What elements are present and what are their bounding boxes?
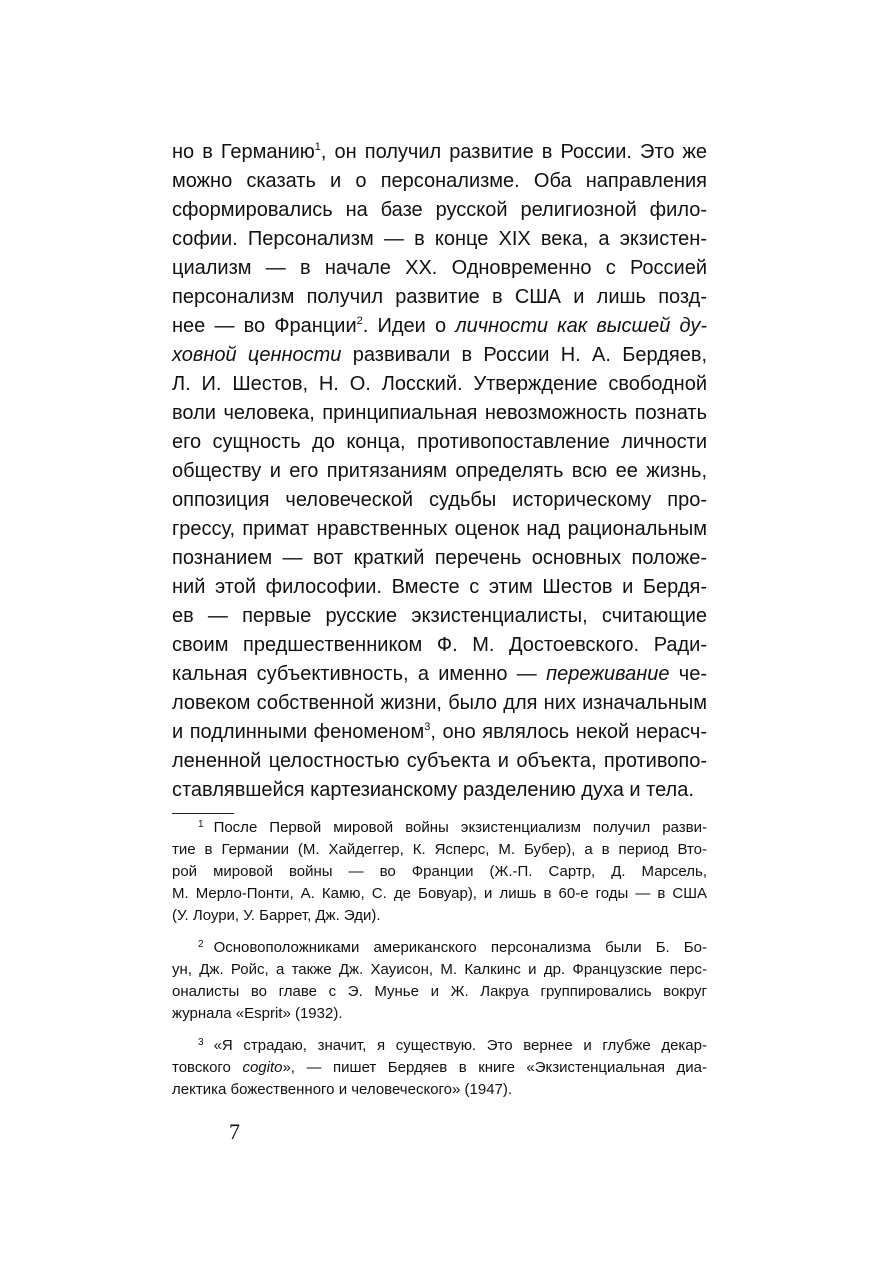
footnote-line: М. Мерло-Понти, А. Камю, С. де Бовуар), и лишь в 60-е годы — в США: [172, 885, 707, 902]
text-run: развивали в России Н. А. Бердяев,: [341, 344, 708, 366]
text-line: [172, 312, 707, 341]
text-line: ний этой философии. Вместе с этим Шестов и Бердя-: [172, 576, 707, 598]
footnote-mark: 1: [198, 819, 204, 830]
footnote-line: (У. Лоури, У. Баррет, Дж. Эди).: [172, 907, 381, 924]
text-line: [172, 138, 707, 167]
footnote-mark: 2: [198, 939, 204, 950]
text-run: кальная субъективность, а именно —: [172, 663, 547, 685]
italic-run: cogito: [242, 1059, 283, 1076]
text-line: оппозиция человеческой судьбы историческому про-: [172, 489, 707, 511]
footnote-line: ун, Дж. Ройс, а также Дж. Хауисон, М. Калкинс и др. Французские перс-: [172, 961, 707, 978]
text-run: и подлинными феноменом: [172, 721, 425, 743]
text-line: ставлявшейся картезианскому разделению духа и тела.: [172, 779, 694, 801]
footnote-2: [172, 937, 707, 1025]
footnote-mark: 3: [198, 1037, 204, 1048]
text-line: ловеком собственной жизни, было для них изначальным: [172, 692, 707, 714]
text-run: . Идеи о: [362, 315, 456, 337]
footnote-line: рой мировой войны — во Франции (Ж.-П. Сартр, Д. Марсель,: [172, 863, 707, 880]
text-line: обществу и его притязаниям определять всю ее жизнь,: [172, 460, 707, 482]
text-run: После Первой мировой войны экзистенциализм получил разви-: [213, 819, 707, 836]
text-line: [172, 718, 707, 747]
footnote-line: оналисты во главе с Э. Мунье и Ж. Лакруа группировались вокруг: [172, 983, 707, 1000]
italic-run: личности как высшей ду-: [455, 315, 708, 337]
page-number: 7: [229, 1119, 240, 1144]
text-run: , оно являлось некой нерасч-: [430, 721, 708, 743]
footnote-3: [172, 1035, 707, 1101]
footnote-line: [172, 817, 707, 839]
text-line: софии. Персонализм — в конце XIX века, а экзистен-: [172, 228, 707, 250]
text-run: », — пишет Бердяев в книге «Экзистенциальная диа-: [282, 1059, 707, 1076]
text-run: товского: [172, 1059, 243, 1076]
text-line: циализм — в начале XX. Одновременно с Россией: [172, 257, 707, 279]
text-run: но в Германию: [172, 141, 315, 163]
footnote-divider: [172, 813, 234, 814]
text-line: своим предшественником Ф. М. Достоевского. Ради-: [172, 634, 707, 656]
text-run: Основоположниками американского персонализма были Б. Бо-: [213, 939, 707, 956]
footnote-line: лектика божественного и человеческого» (1947).: [172, 1081, 513, 1098]
footnotes: [172, 817, 707, 1111]
text-run: , он получил развитие в России. Это же: [320, 141, 708, 163]
footnote-ref-3: 3: [424, 721, 431, 733]
text-line: грессу, примат нравственных оценок над рациональным: [172, 518, 707, 540]
footnote-ref-2: 2: [356, 315, 363, 327]
footnote-line: тие в Германии (М. Хайдеггер, К. Ясперс, М. Бубер), а в период Вто-: [172, 841, 707, 858]
text-run: че-: [669, 663, 707, 685]
text-run: «Я страдаю, значит, я существую. Это вернее и глубже декар-: [213, 1037, 707, 1054]
text-line: его сущность до конца, противопоставление личности: [172, 431, 707, 453]
text-line: воли человека, принципиальная невозможность познать: [172, 402, 707, 424]
text-line: Л. И. Шестов, Н. О. Лосский. Утверждение свободной: [172, 373, 707, 395]
text-run: нее — во Франции: [172, 315, 357, 337]
footnote-line: [172, 1057, 707, 1079]
text-line: можно сказать и о персонализме. Оба направления: [172, 170, 707, 192]
text-line: [172, 660, 707, 689]
text-line: лененной целостностью субъекта и объекта, противопо-: [172, 750, 707, 772]
text-line: [172, 341, 707, 370]
text-line: сформировались на базе русской религиозной фило-: [172, 199, 707, 221]
italic-run: переживание: [546, 663, 670, 685]
footnote-line: [172, 937, 707, 959]
text-line: познанием — вот краткий перечень основных положе-: [172, 547, 707, 569]
main-text: [172, 138, 707, 805]
text-line: ев — первые русские экзистенциалисты, считающие: [172, 605, 707, 627]
text-line: персонализм получил развитие в США и лишь позд-: [172, 286, 707, 308]
footnote-ref-1: 1: [314, 141, 321, 153]
italic-run: ховной ценности: [172, 344, 342, 366]
footnote-1: [172, 817, 707, 927]
footnote-line: журнала «Esprit» (1932).: [172, 1005, 343, 1022]
footnote-line: [172, 1035, 707, 1057]
